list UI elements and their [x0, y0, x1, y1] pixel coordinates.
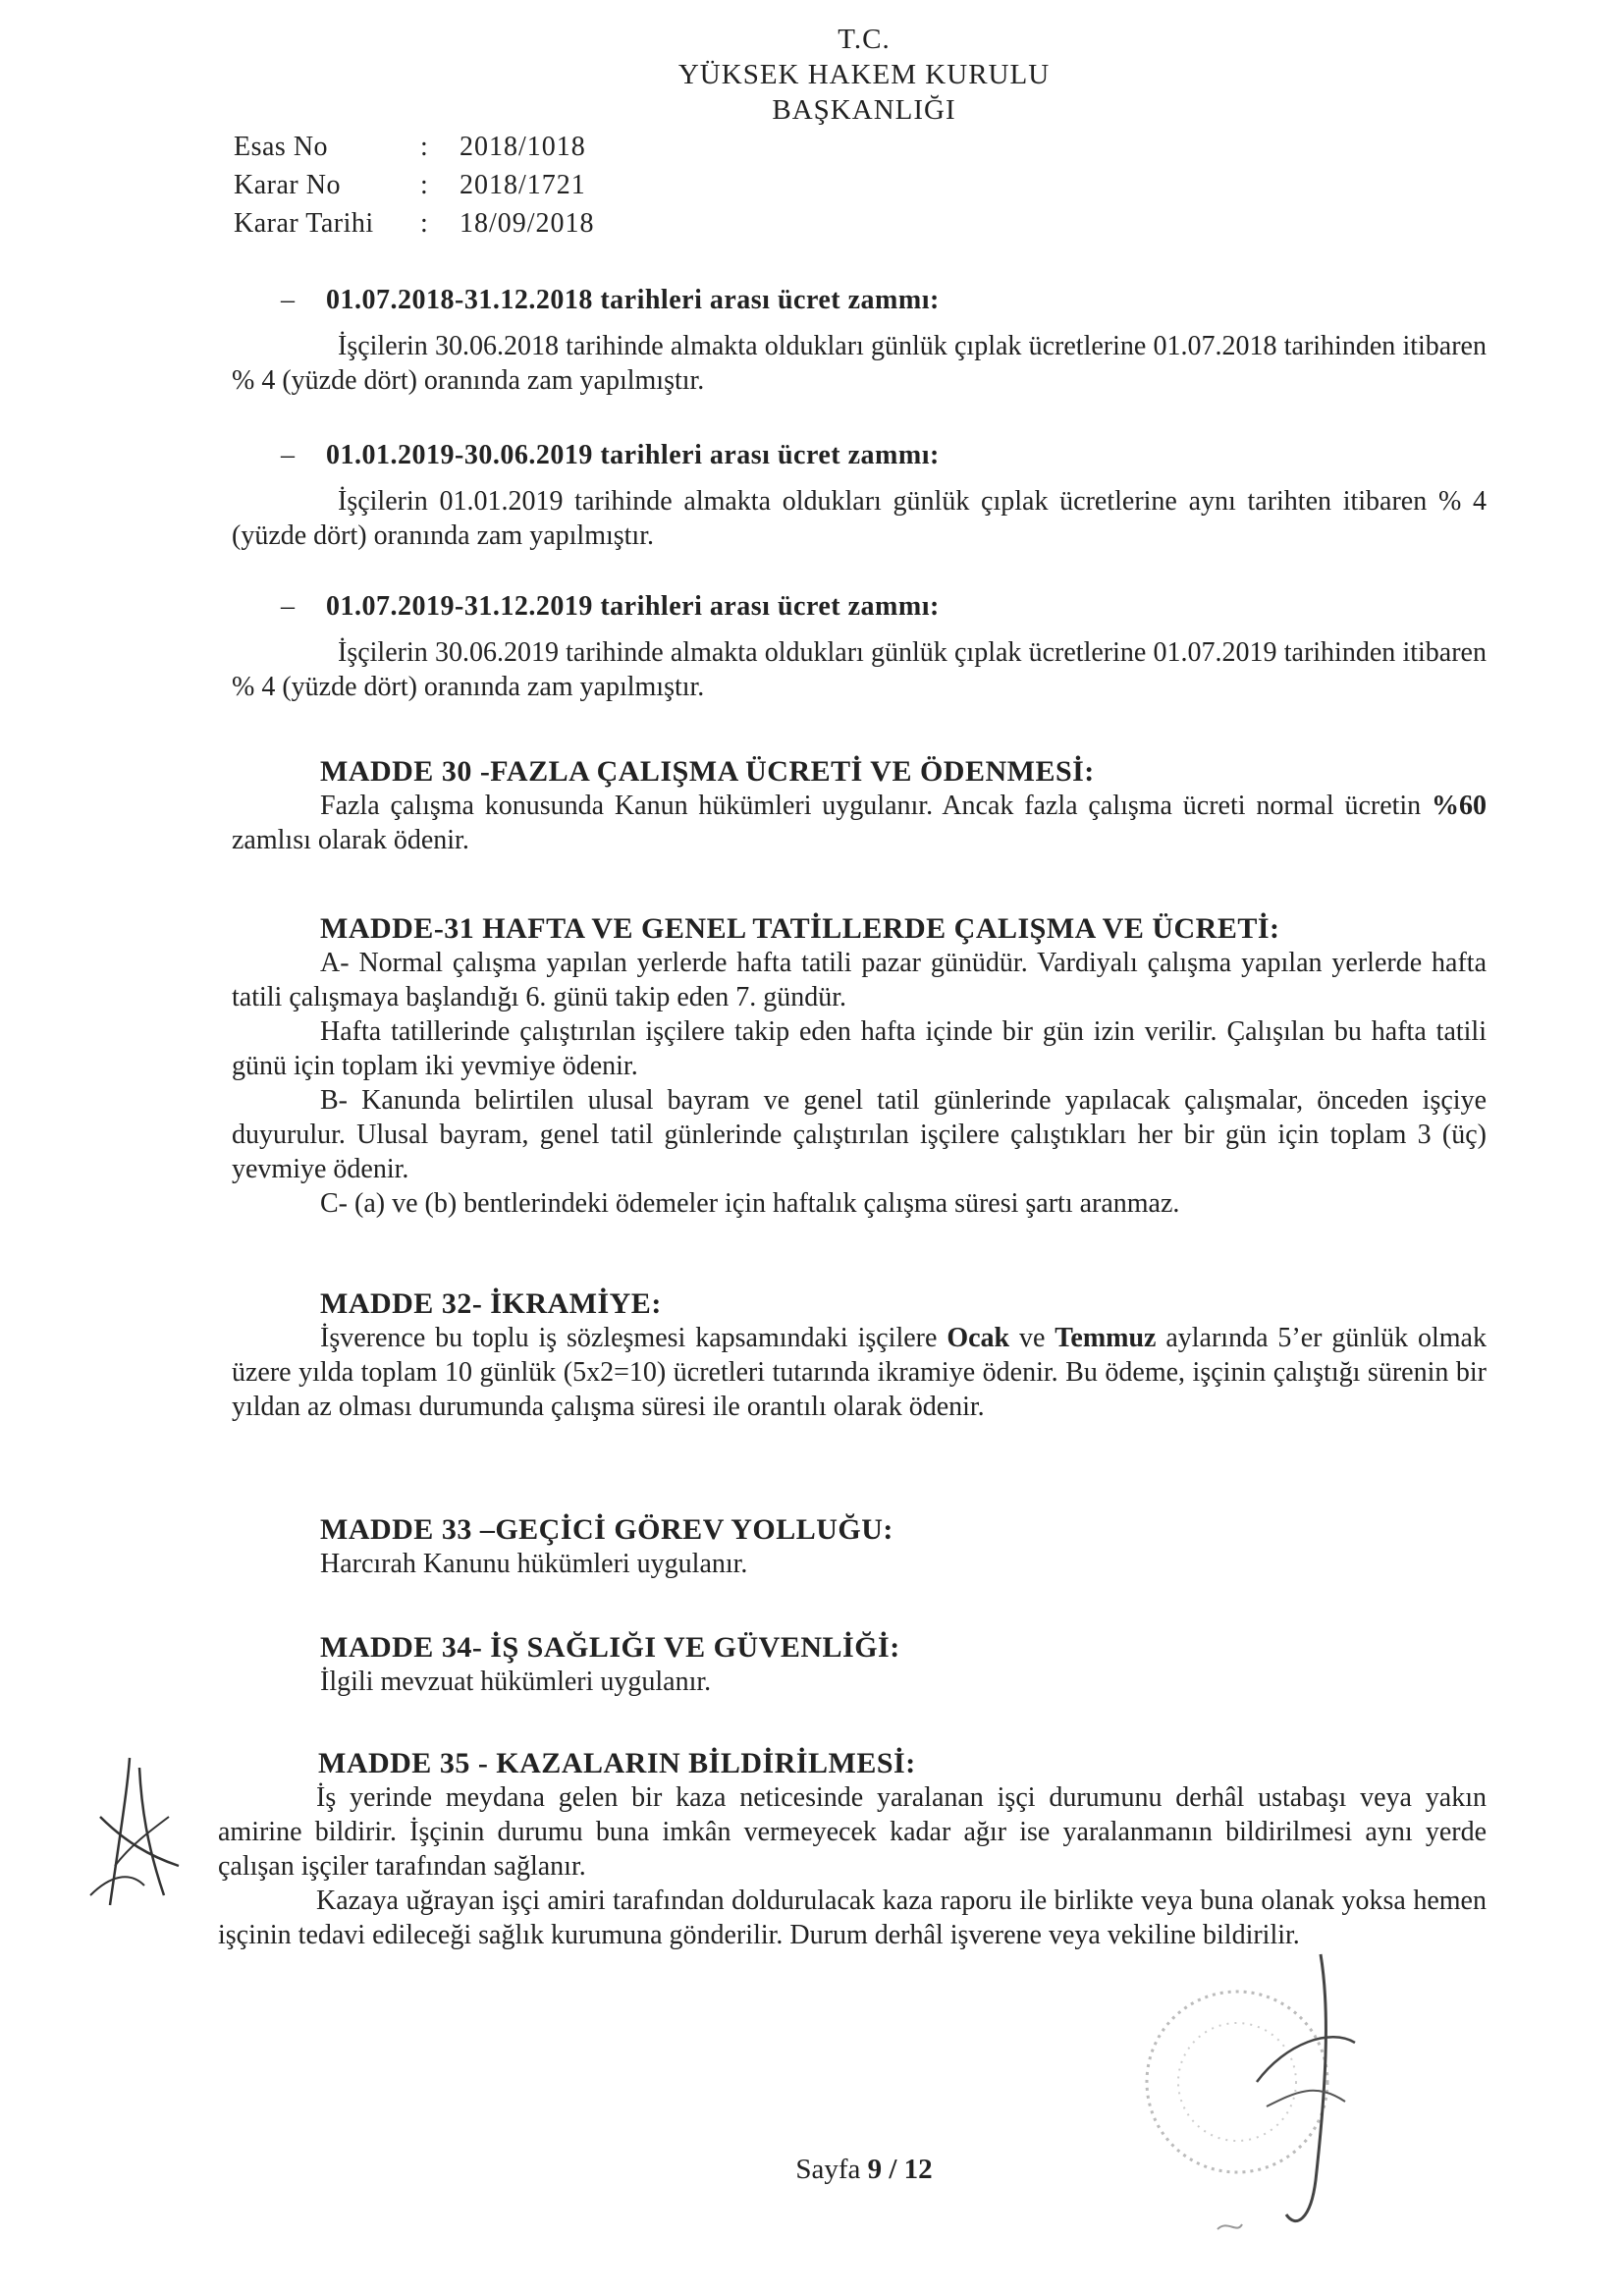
madde-33-paragraph: Harcırah Kanunu hükümleri uygulanır. [320, 1549, 748, 1579]
text-run: İşverence bu toplu iş sözleşmesi kapsamındaki işçilere [320, 1323, 947, 1353]
madde-33-heading: MADDE 33 –GEÇİCİ GÖREV YOLLUĞU: [320, 1513, 893, 1546]
page-footer [746, 2154, 982, 2186]
madde-35-heading: MADDE 35 - KAZALARIN BİLDİRİLMESİ: [318, 1747, 916, 1779]
madde-35-paragraph-2: Kazaya uğrayan işçi amiri tarafından doldurulacak kaza raporu ile birlikte veya buna olanak yoksa hemen işçinin tedavi edileceği sağlık kurumuna gönderilir. Durum derhâl işverene veya vekiline bildirilir. [218, 1886, 1487, 1950]
raise-heading-text: 01.07.2018-31.12.2018 tarihleri arası ücret zammı: [326, 285, 940, 315]
madde-34-section [232, 1630, 1487, 1699]
raise-period-1 [232, 283, 1487, 398]
madde-35-paragraph-1: İş yerinde meydana gelen bir kaza neticesinde yaralanan işçi durumunu derhâl ustabaşı veya yakın amirine bildirir. İşçinin durumu buna imkân vermeyecek kadar ağır ise yaralanmanın bildirilmesi aynı yerde çalışan işçiler tarafından sağlanır. [218, 1782, 1487, 1882]
madde-31-paragraph-b: B- Kanunda belirtilen ulusal bayram ve genel tatil günlerinde yapılacak çalışmalar, önceden işçiye duyurulur. Ulusal bayram, genel tatil günlerinde çalıştırılan işçilere çalıştıkları her bir gün için toplam 3 (üç) yevmiye ödenir. [232, 1085, 1487, 1184]
bold-run: Temmuz [1055, 1323, 1157, 1353]
madde-32-section [232, 1286, 1487, 1424]
madde-33-section [232, 1512, 1487, 1581]
madde-35-section [218, 1746, 1487, 1952]
raise-heading [281, 589, 1487, 624]
text-run: Fazla çalışma konusunda Kanun hükümleri uygulanır. Ancak fazla çalışma ücreti normal ücretin [320, 791, 1432, 821]
raise-heading [281, 438, 1487, 472]
case-meta-table [234, 128, 595, 243]
official-stamp-with-signature [1119, 1935, 1394, 2259]
header-line-presidency: BAŞKANLIĞI [772, 94, 956, 126]
raise-text: İşçilerin 01.01.2019 tarihinde almakta oldukları günlük çıplak ücretlerine aynı tarihten itibaren % 4 (yüzde dört) oranında zam yapılmıştır. [232, 486, 1487, 551]
madde-31-paragraph-a: A- Normal çalışma yapılan yerlerde hafta tatili pazar günüdür. Vardiyalı çalışma yapılan yerlerde hafta tatili çalışmaya başlandığı 6. günü takip eden 7. gündür. [232, 948, 1487, 1012]
madde-30-paragraph [232, 789, 1487, 857]
meta-colon: : [420, 208, 428, 239]
raise-text: İşçilerin 30.06.2018 tarihinde almakta oldukları günlük çıplak ücretlerine 01.07.2018 tarihinden itibaren % 4 (yüzde dört) oranında zam yapılmıştır. [232, 331, 1487, 396]
raise-text: İşçilerin 30.06.2019 tarihinde almakta oldukları günlük çıplak ücretlerine 01.07.2019 tarihinden itibaren % 4 (yüzde dört) oranında zam yapılmıştır. [232, 637, 1487, 702]
meta-row-esas [234, 128, 595, 166]
text-run: zamlısı olarak ödenir. [232, 825, 469, 855]
madde-34-heading: MADDE 34- İŞ SAĞLIĞI VE GÜVENLİĞİ: [320, 1631, 900, 1664]
meta-colon: : [420, 132, 428, 162]
handwritten-initials-signature [71, 1748, 198, 1915]
header-line-institution: YÜKSEK HAKEM KURULU [677, 59, 1051, 90]
institution-header [628, 22, 1100, 128]
meta-value: 2018/1018 [460, 132, 586, 162]
meta-label: Esas No [234, 132, 329, 162]
raise-period-2 [232, 438, 1487, 553]
meta-row-karar [234, 166, 595, 204]
dash: – [281, 440, 296, 470]
bold-run: %60 [1432, 791, 1487, 821]
raise-period-3 [232, 589, 1487, 704]
madde-31-section [232, 911, 1487, 1221]
header-line-tc: T.C. [838, 24, 891, 55]
madde-30-heading: MADDE 30 -FAZLA ÇALIŞMA ÜCRETİ VE ÖDENMESİ: [320, 755, 1095, 788]
page-number: 9 / 12 [867, 2154, 933, 2185]
dash: – [281, 285, 296, 315]
dash: – [281, 591, 296, 622]
meta-row-karar-tarihi [234, 204, 595, 243]
madde-32-heading: MADDE 32- İKRAMİYE: [320, 1287, 662, 1320]
page-label: Sayfa [795, 2154, 861, 2185]
madde-32-paragraph [232, 1321, 1487, 1424]
meta-colon: : [420, 170, 428, 200]
raise-heading [281, 283, 1487, 317]
madde-34-paragraph: İlgili mevzuat hükümleri uygulanır. [320, 1667, 712, 1697]
text-run: ve [1009, 1323, 1055, 1353]
bold-run: Ocak [947, 1323, 1010, 1353]
madde-30-section [232, 754, 1487, 857]
text-run: aylarında 5’er günlük olmak üzere yılda toplam 10 günlük (5x2=10) ücretleri tutarında ikramiye ödenir. Bu ödeme, işçinin çalıştığı sürenin bir yıldan az olması durumunda çalışma süresi ile orantılı olarak ödenir. [232, 1323, 1487, 1422]
raise-heading-text: 01.07.2019-31.12.2019 tarihleri arası ücret zammı: [326, 591, 940, 622]
meta-label: Karar Tarihi [234, 208, 374, 239]
meta-label: Karar No [234, 170, 341, 200]
madde-31-heading: MADDE-31 HAFTA VE GENEL TATİLLERDE ÇALIŞMA VE ÜCRETİ: [320, 912, 1280, 945]
meta-value: 18/09/2018 [460, 208, 595, 239]
madde-31-paragraph-c: C- (a) ve (b) bentlerindeki ödemeler için haftalık çalışma süresi şartı aranmaz. [320, 1188, 1180, 1219]
madde-31-paragraph-holiday: Hafta tatillerinde çalıştırılan işçilere takip eden hafta içinde bir gün izin verilir. Çalışılan bu hafta tatili günü için toplam iki yevmiye ödenir. [232, 1016, 1487, 1081]
raise-heading-text: 01.01.2019-30.06.2019 tarihleri arası ücret zammı: [326, 440, 940, 470]
meta-value: 2018/1721 [460, 170, 586, 200]
